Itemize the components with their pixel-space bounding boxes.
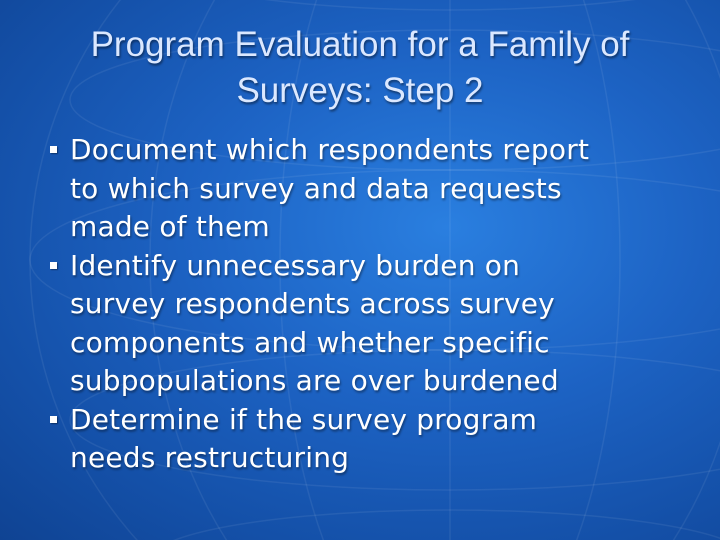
bullet-item-1 (50, 131, 690, 247)
square-bullet-icon (50, 146, 57, 153)
bullet-2-line-2: survey respondents across survey (70, 287, 555, 320)
slide-title-line-1: Program Evaluation for a Family of (90, 25, 630, 64)
bullet-item-2 (50, 247, 690, 401)
bullet-list (50, 131, 690, 478)
slide-title-line-2: Surveys: Step 2 (236, 71, 484, 110)
bullet-item-3 (50, 401, 690, 478)
bullet-2-line-4: subpopulations are over burdened (70, 364, 559, 397)
bullet-2-line-3: components and whether specific (70, 325, 550, 359)
square-bullet-icon (50, 262, 57, 269)
slide-title (20, 22, 700, 114)
bullet-1-line-2: to which survey and data requests (70, 171, 562, 205)
square-bullet-icon (50, 416, 57, 423)
bullet-2-line-1: Identify unnecessary burden on (70, 248, 521, 282)
bullet-3-line-1: Determine if the survey program (70, 402, 538, 436)
bullet-1-line-3: made of them (70, 210, 270, 243)
bullet-1-line-1: Document which respondents report (70, 133, 590, 166)
bullet-3-line-2: needs restructuring (70, 441, 350, 474)
